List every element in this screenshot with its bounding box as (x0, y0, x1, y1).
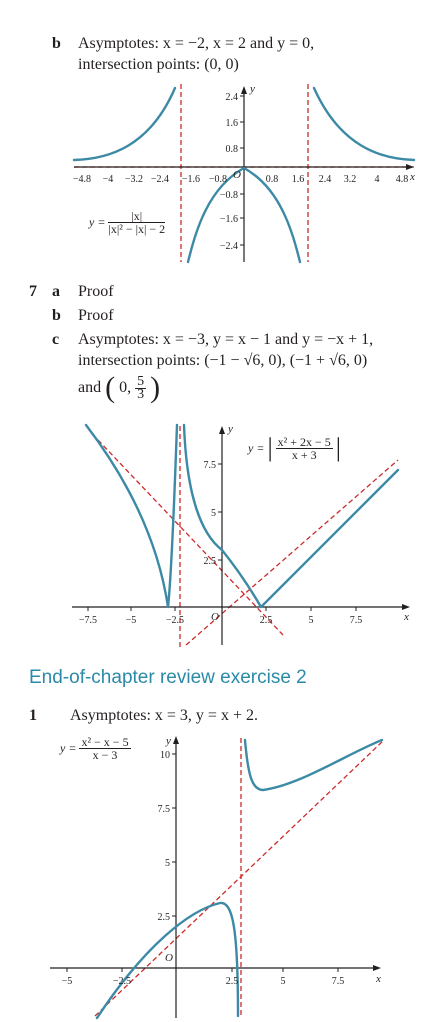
y-axis-label: y (228, 423, 233, 435)
xtick-5: −1.6 (181, 174, 201, 185)
y-axis-label: y (166, 735, 171, 747)
equation-q1: y = $\frac{\text{x² − x − 5}}{x - 3}$ (60, 735, 129, 762)
asymptote-y-neg-x-plus-1 (98, 440, 283, 635)
ytick-3: 5 (165, 858, 170, 869)
graph-q1 (50, 730, 395, 1020)
equation-7c: y = | $\frac{\text{x² + 2x − 5}}{x + 3}$ | (248, 433, 342, 462)
xtick-2: −4 (102, 174, 114, 185)
xtick-4: −2.4 (150, 174, 170, 185)
xtick-1: −4.8 (72, 174, 92, 185)
q7-c-line3: and ( 0, $\frac{5}{3}$ ) (78, 371, 161, 404)
q1-text: Asymptotes: x = 3, y = x + 2. (70, 707, 258, 724)
graph-b (70, 80, 418, 265)
curve-right-branch (245, 740, 382, 790)
xtick-12: 4.8 (395, 174, 409, 185)
origin-label: O (165, 952, 173, 964)
xtick-8: 1.6 (291, 174, 305, 185)
part-b-label: b (52, 35, 61, 52)
curve-left (74, 88, 175, 160)
q7-number: 7 (29, 283, 37, 300)
ytick-3: 2.5 (203, 556, 216, 567)
q1-number: 1 (29, 707, 37, 724)
ytick-5: −1.6 (219, 214, 238, 225)
xtick-3: −2.5 (165, 615, 185, 626)
ytick-1: 10 (160, 750, 170, 761)
xtick-6: −0.8 (208, 174, 228, 185)
q7-c-label: c (52, 331, 60, 348)
xtick-6: 7.5 (349, 615, 363, 626)
ytick-1: 2.4 (225, 92, 238, 103)
xtick-2: −5 (125, 615, 137, 626)
xtick-1: −7.5 (78, 615, 98, 626)
asymptote-y-x-plus-2 (95, 740, 384, 1016)
curve-left-branch (86, 425, 177, 607)
equation-b: y = $\frac{|x|}{\text{|x|² − |x| − 2}}$ (89, 209, 166, 236)
xtick-4: 5 (280, 976, 286, 987)
xtick-7: 0.8 (265, 174, 279, 185)
xtick-5: 7.5 (331, 976, 345, 987)
graph-7c (68, 420, 413, 650)
part-b-line1: Asymptotes: x = −2, x = 2 and y = 0, (78, 35, 315, 52)
q7-a-label: a (52, 283, 60, 300)
ytick-4: 2.5 (157, 912, 170, 923)
y-axis-label: y (250, 83, 255, 95)
ytick-2: 5 (211, 508, 216, 519)
xtick-4: 2.5 (259, 615, 273, 626)
x-axis-label: x (376, 973, 381, 985)
ytick-3: 0.8 (225, 144, 238, 155)
xtick-3: −3.2 (124, 174, 144, 185)
ytick-4: −0.8 (219, 190, 238, 201)
q7-c-line1: Asymptotes: x = −3, y = x − 1 and y = −x + 1, (78, 331, 374, 348)
ytick-1: 7.5 (203, 460, 216, 471)
xtick-9: 2.4 (318, 174, 332, 185)
q7-c-line2: intersection points: (−1 − √6, 0), (−1 + √6, 0) (78, 352, 368, 369)
part-b-line2: intersection points: (0, 0) (78, 56, 239, 73)
curve-right (314, 88, 414, 160)
xtick-2: −2.5 (112, 976, 132, 987)
q7-b-label: b (52, 307, 61, 324)
ytick-2: 7.5 (157, 804, 170, 815)
xtick-5: 5 (308, 615, 314, 626)
x-axis-label: x (404, 611, 409, 623)
xtick-1: −5 (61, 976, 73, 987)
xtick-11: 4 (374, 174, 380, 185)
section-heading: End-of-chapter review exercise 2 (29, 667, 307, 688)
q7-b-text: Proof (78, 307, 114, 324)
origin-label: O (211, 611, 219, 623)
xtick-3: 2.5 (225, 976, 239, 987)
origin-label: O (233, 169, 241, 181)
x-axis-label: x (410, 171, 415, 183)
xtick-10: 3.2 (343, 174, 357, 185)
q7-a-text: Proof (78, 283, 114, 300)
ytick-2: 1.6 (225, 118, 238, 129)
ytick-6: −2.4 (219, 241, 238, 252)
